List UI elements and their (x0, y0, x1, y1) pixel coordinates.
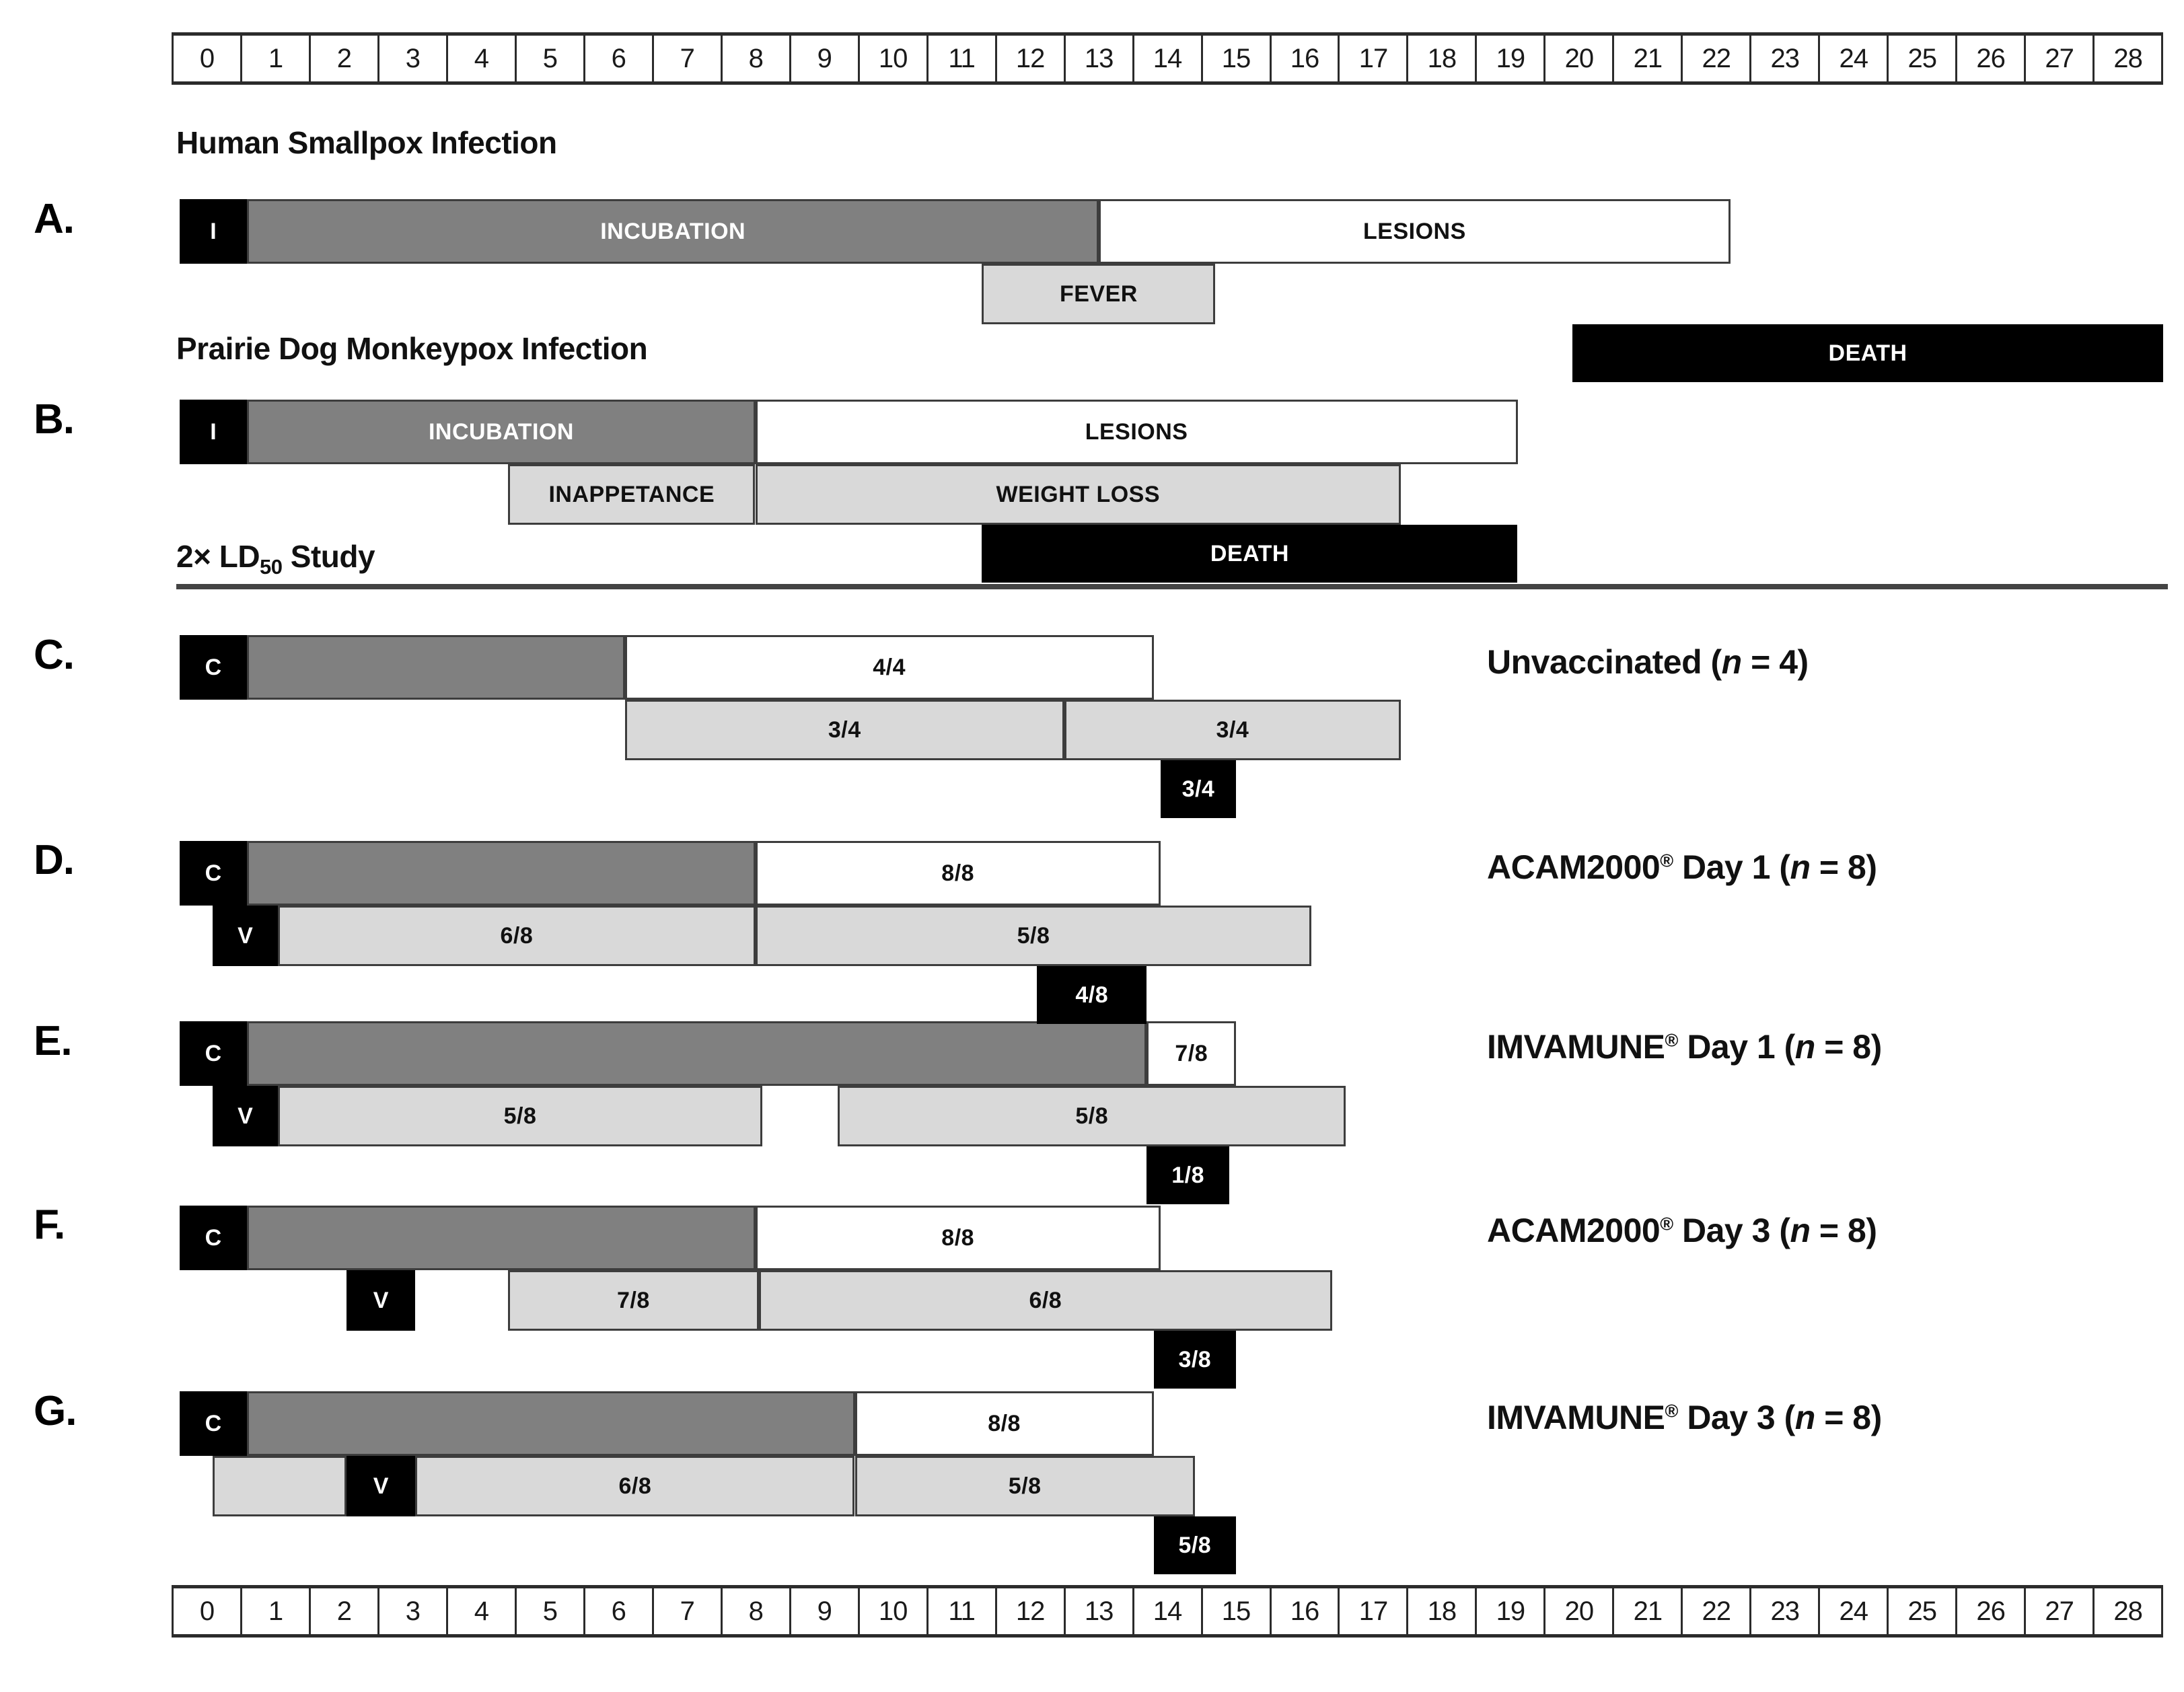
bar-d-vaccination (213, 906, 278, 966)
ruler-tick-21: 21 (1614, 1588, 1683, 1634)
ld50-suffix: Study (282, 539, 375, 574)
bar-f-morbidity-2 (759, 1270, 1332, 1331)
bar-c-morbidity-2 (1064, 700, 1401, 760)
ruler-tick-11: 11 (929, 1588, 997, 1634)
bar-label: 5/8 (1178, 1532, 1212, 1558)
bar-b-inoculation (180, 400, 247, 464)
bar-label: V (373, 1287, 389, 1313)
ruler-tick-6: 6 (585, 36, 654, 81)
ruler-tick-17: 17 (1340, 36, 1408, 81)
bar-f-morbidity-1 (508, 1270, 759, 1331)
bar-label: 6/8 (618, 1473, 652, 1499)
group-label-f (1487, 1211, 1877, 1250)
group-e-reg: ® (1665, 1030, 1678, 1051)
group-label-d (1487, 848, 1877, 887)
bar-a-inoculation (180, 199, 247, 264)
bar-a-fever (982, 264, 1215, 324)
bar-label: V (373, 1473, 389, 1499)
ruler-tick-1: 1 (242, 36, 311, 81)
bar-d-death (1037, 966, 1146, 1024)
bar-d-morbidity-1 (278, 906, 755, 966)
bar-label: LESIONS (1363, 218, 1466, 244)
bar-label: V (238, 922, 254, 949)
group-g-mid: Day 3 ( (1677, 1399, 1795, 1436)
ruler-tick-23: 23 (1751, 36, 1820, 81)
group-g-pre: IMVAMUNE (1487, 1399, 1665, 1436)
panel-letter-e: E. (34, 1018, 72, 1064)
bar-f-death (1154, 1331, 1237, 1389)
bar-d-lesions (756, 841, 1161, 906)
bar-label: 3/4 (828, 716, 861, 743)
bar-label: 6/8 (500, 922, 534, 949)
bar-label: 5/8 (1017, 922, 1050, 949)
group-g-reg: ® (1665, 1401, 1678, 1422)
bar-e-vaccination (213, 1086, 278, 1146)
section-divider-rule (176, 584, 2168, 589)
ruler-tick-21: 21 (1614, 36, 1683, 81)
ruler-tick-7: 7 (654, 36, 723, 81)
ruler-tick-28: 28 (2113, 1596, 2142, 1626)
bar-d-morbidity-2 (756, 906, 1312, 966)
bar-e-lesions (1146, 1021, 1236, 1086)
group-d-post: = 8) (1810, 848, 1877, 886)
group-c-n: n (1721, 643, 1742, 681)
bar-f-challenge (180, 1206, 247, 1270)
bar-g-death (1154, 1516, 1237, 1574)
bar-f-lesions (756, 1206, 1161, 1270)
bar-e-morbidity-1 (278, 1086, 762, 1146)
panel-letter-g: G. (34, 1388, 77, 1434)
bar-label: LESIONS (1085, 418, 1188, 445)
bar-g-challenge (180, 1391, 247, 1456)
bar-g-vaccination (347, 1456, 415, 1516)
ruler-tick-0: 0 (174, 36, 242, 81)
bar-label: INCUBATION (600, 218, 746, 244)
ruler-tick-9: 9 (791, 36, 860, 81)
bar-g-incubation (247, 1391, 854, 1456)
group-d-reg: ® (1660, 850, 1673, 871)
group-f-mid: Day 3 ( (1673, 1212, 1790, 1249)
bar-label: 4/4 (873, 654, 906, 680)
ruler-tick-15: 15 (1203, 36, 1272, 81)
bar-label: C (205, 1410, 222, 1436)
ruler-tick-18: 18 (1408, 1588, 1477, 1634)
bar-label: I (210, 418, 217, 445)
bar-b-weight-loss (756, 464, 1401, 525)
panel-letter-a: A. (34, 196, 74, 242)
ruler-tick-18: 18 (1408, 36, 1477, 81)
ruler-tick-4: 4 (448, 1588, 517, 1634)
ruler-tick-15: 15 (1203, 1588, 1272, 1634)
ruler-tick-12: 12 (997, 1588, 1066, 1634)
group-c-pre: Unvaccinated ( (1487, 643, 1722, 681)
group-label-g (1487, 1398, 1882, 1437)
bar-g-morbidity-1 (415, 1456, 854, 1516)
bar-label: C (205, 1224, 222, 1251)
bar-c-morbidity-1 (625, 700, 1064, 760)
ruler-tick-26: 26 (1957, 1588, 2026, 1634)
ruler-tick-1: 1 (242, 1588, 311, 1634)
heading-prairie-dog-monkeypox: Prairie Dog Monkeypox Infection (176, 331, 648, 366)
ruler-tick-3: 3 (379, 36, 448, 81)
bar-label: 6/8 (1029, 1287, 1062, 1313)
ruler-tick-22: 22 (1683, 1588, 1751, 1634)
ruler-tick-20: 20 (1545, 36, 1614, 81)
ruler-tick-17: 17 (1340, 1588, 1408, 1634)
bar-label: DEATH (1828, 340, 1907, 366)
group-c-post: = 4) (1741, 643, 1809, 681)
ruler-tick-25: 25 (1889, 1588, 1957, 1634)
bar-b-death (982, 525, 1517, 583)
bar-label: 5/8 (503, 1103, 537, 1129)
bar-d-challenge (180, 841, 247, 906)
ruler-tick-14: 14 (1134, 1588, 1203, 1634)
ruler-tick-19: 19 (1477, 36, 1545, 81)
group-d-mid: Day 1 ( (1673, 848, 1790, 886)
bar-label: FEVER (1059, 281, 1138, 307)
group-g-post: = 8) (1815, 1399, 1882, 1436)
ruler-tick-14: 14 (1134, 36, 1203, 81)
ld50-subscript: 50 (260, 555, 283, 579)
bar-label: 3/4 (1216, 716, 1249, 743)
group-e-post: = 8) (1815, 1028, 1882, 1066)
group-f-n: n (1790, 1212, 1811, 1249)
group-e-pre: IMVAMUNE (1487, 1028, 1665, 1066)
bar-a-incubation (247, 199, 1099, 264)
bar-g-morbidity-2 (855, 1456, 1195, 1516)
ruler-tick-25: 25 (1889, 36, 1957, 81)
bar-e-death (1146, 1146, 1229, 1204)
bar-c-challenge (180, 635, 247, 700)
ruler-tick-2: 2 (311, 36, 379, 81)
bar-f-vaccination (347, 1270, 415, 1331)
ruler-tick-13: 13 (1066, 36, 1134, 81)
ruler-tick-19: 19 (1477, 1588, 1545, 1634)
bar-label: INAPPETANCE (548, 481, 715, 507)
bar-label: 3/8 (1178, 1346, 1212, 1372)
panel-letter-d: D. (34, 837, 74, 883)
panel-letter-c: C. (34, 632, 74, 678)
ruler-tick-27: 27 (2026, 1588, 2095, 1634)
bar-label: 1/8 (1171, 1162, 1205, 1188)
bar-label: 4/8 (1075, 982, 1109, 1008)
bar-label: C (205, 654, 222, 680)
ruler-tick-9: 9 (791, 1588, 860, 1634)
ruler-tick-3: 3 (379, 1588, 448, 1634)
group-label-c (1487, 642, 1809, 682)
bar-label: WEIGHT LOSS (996, 481, 1161, 507)
group-f-reg: ® (1660, 1214, 1673, 1235)
timeline-ruler-top (172, 32, 2163, 85)
bar-e-morbidity-2 (838, 1086, 1346, 1146)
bar-label: 3/4 (1181, 776, 1215, 802)
bar-c-incubation (247, 635, 624, 700)
ruler-tick-7: 7 (654, 1588, 723, 1634)
ruler-tick-0: 0 (174, 1588, 242, 1634)
group-e-mid: Day 1 ( (1677, 1028, 1795, 1066)
bar-a-lesions (1099, 199, 1731, 264)
ruler-tick-16: 16 (1272, 1588, 1340, 1634)
ruler-tick-28: 28 (2113, 43, 2142, 73)
bar-a-death (1572, 324, 2163, 382)
group-label-e (1487, 1027, 1882, 1066)
panel-letter-f: F. (34, 1202, 65, 1248)
ruler-tick-10: 10 (860, 1588, 929, 1634)
ruler-tick-2: 2 (311, 1588, 379, 1634)
ruler-tick-5: 5 (517, 36, 585, 81)
bar-b-inappetance (508, 464, 755, 525)
bar-b-lesions (756, 400, 1518, 464)
ruler-tick-13: 13 (1066, 1588, 1134, 1634)
group-d-pre: ACAM2000 (1487, 848, 1661, 886)
ruler-tick-22: 22 (1683, 36, 1751, 81)
ruler-tick-27: 27 (2026, 36, 2095, 81)
ld50-prefix: 2× LD (176, 539, 260, 574)
bar-label: 5/8 (1075, 1103, 1109, 1129)
ruler-tick-24: 24 (1820, 1588, 1889, 1634)
ruler-tick-16: 16 (1272, 36, 1340, 81)
group-g-n: n (1794, 1399, 1815, 1436)
bar-label: DEATH (1210, 540, 1289, 566)
group-d-n: n (1790, 848, 1811, 886)
group-f-pre: ACAM2000 (1487, 1212, 1661, 1249)
bar-d-incubation (247, 841, 755, 906)
bar-label: V (238, 1103, 254, 1129)
bar-label: 8/8 (941, 1224, 975, 1251)
bar-c-death (1161, 760, 1236, 818)
group-f-post: = 8) (1810, 1212, 1877, 1249)
bar-label: 7/8 (617, 1287, 650, 1313)
bar-c-lesions (625, 635, 1154, 700)
bar-label: 8/8 (988, 1410, 1021, 1436)
bar-f-incubation (247, 1206, 755, 1270)
ruler-tick-12: 12 (997, 36, 1066, 81)
ruler-tick-6: 6 (585, 1588, 654, 1634)
panel-letter-b: B. (34, 396, 74, 443)
timeline-ruler-bottom (172, 1585, 2163, 1638)
ruler-tick-8: 8 (723, 36, 791, 81)
heading-ld50-study (176, 538, 375, 579)
bar-e-challenge (180, 1021, 247, 1086)
bar-label: 8/8 (941, 860, 975, 886)
bar-label: I (210, 218, 217, 244)
group-e-n: n (1794, 1028, 1815, 1066)
bar-g-morbidity-0 (213, 1456, 347, 1516)
bar-label: C (205, 1040, 222, 1066)
ruler-tick-26: 26 (1957, 36, 2026, 81)
ruler-tick-8: 8 (723, 1588, 791, 1634)
ruler-tick-10: 10 (860, 36, 929, 81)
bar-label: C (205, 860, 222, 886)
bar-label: INCUBATION (428, 418, 574, 445)
ruler-tick-24: 24 (1820, 36, 1889, 81)
bar-e-incubation (247, 1021, 1146, 1086)
bar-b-incubation (247, 400, 755, 464)
heading-human-smallpox: Human Smallpox Infection (176, 125, 557, 160)
ruler-tick-4: 4 (448, 36, 517, 81)
ruler-tick-5: 5 (517, 1588, 585, 1634)
bar-label: 5/8 (1008, 1473, 1042, 1499)
bar-label: 7/8 (1175, 1040, 1208, 1066)
ruler-tick-11: 11 (929, 36, 997, 81)
bar-g-lesions (855, 1391, 1154, 1456)
ruler-tick-20: 20 (1545, 1588, 1614, 1634)
ruler-tick-23: 23 (1751, 1588, 1820, 1634)
